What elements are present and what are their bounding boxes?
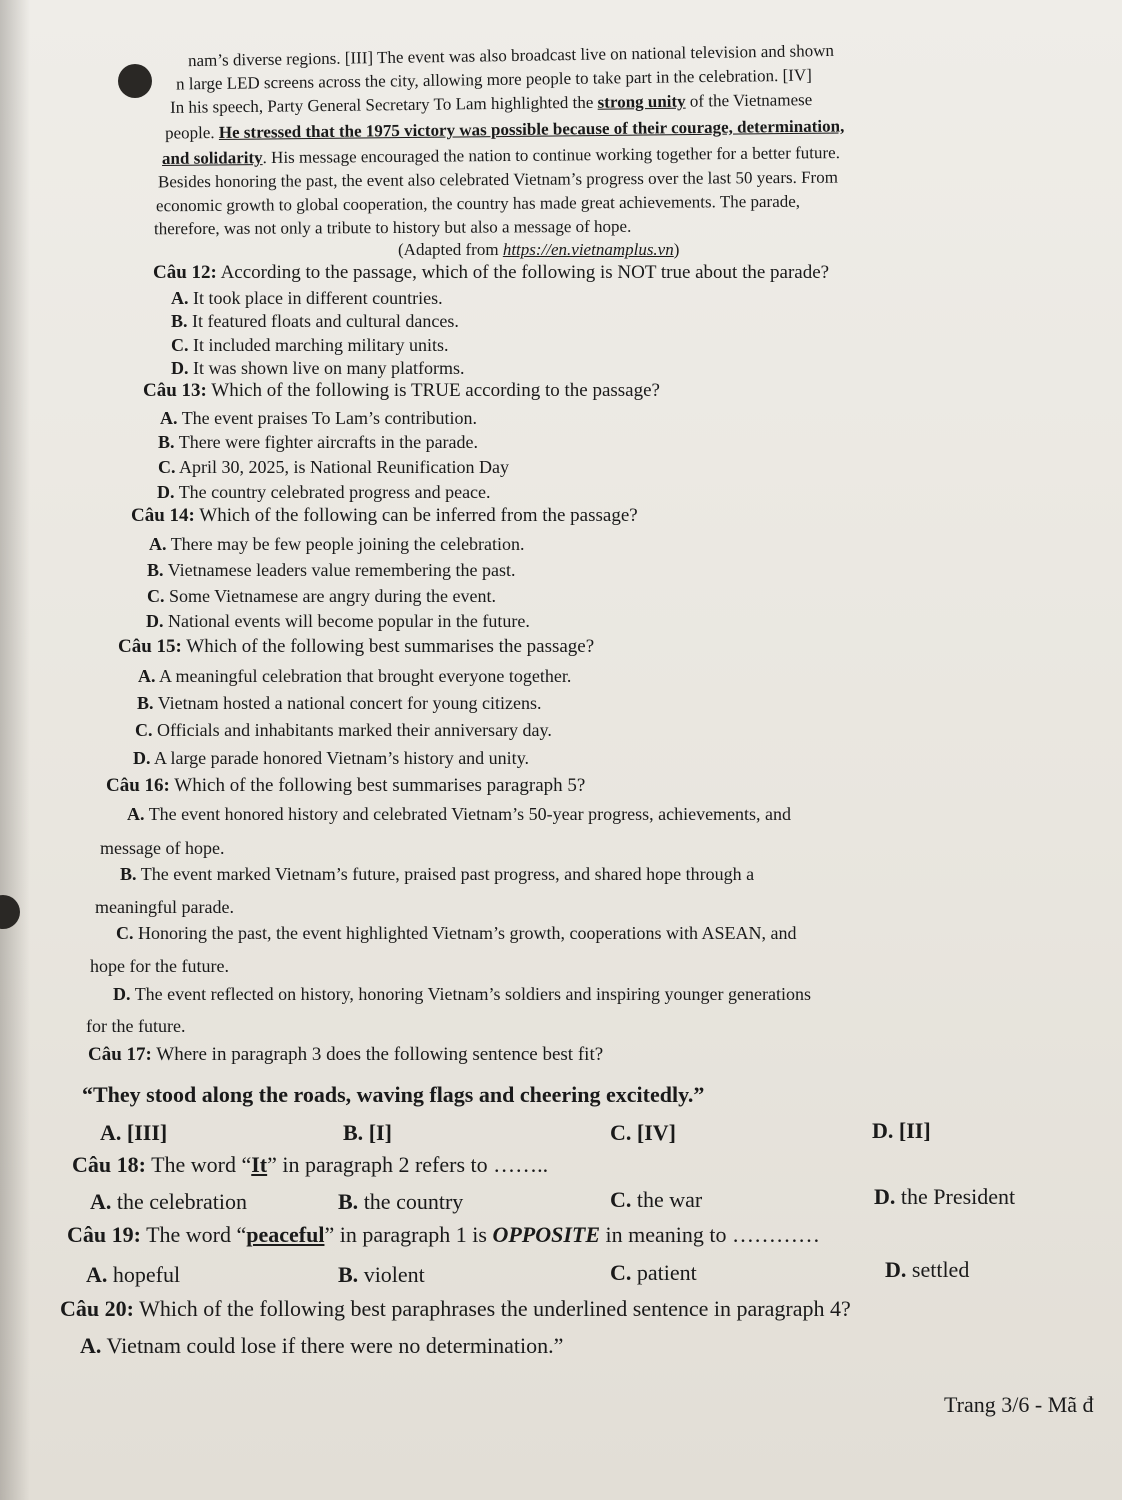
quoted-sentence: “They stood along the roads, waving flags and cheering excitedly.”	[82, 1082, 705, 1107]
question-stem: Câu 16: Which of the following best summarises paragraph 5?	[106, 775, 586, 796]
question-stem: Câu 14: Which of the following can be inferred from the passage?	[131, 505, 638, 526]
page-edge-shadow	[0, 0, 30, 1500]
answer-option[interactable]: D. It was shown live on many platforms.	[171, 358, 465, 378]
passage-source: (Adapted from https://en.vietnamplus.vn)	[398, 240, 680, 259]
answer-option[interactable]: B. violent	[338, 1262, 425, 1287]
source-link: https://en.vietnamplus.vn	[502, 240, 674, 259]
answer-option[interactable]: C. Honoring the past, the event highlighted Vietnam’s growth, cooperations with ASEAN, and	[116, 923, 797, 943]
answer-option[interactable]: C. [IV]	[610, 1120, 676, 1145]
answer-option[interactable]: B. There were fighter aircrafts in the parade.	[158, 432, 479, 452]
question-stem: Câu 15: Which of the following best summarises the passage?	[118, 636, 595, 657]
answer-option[interactable]: B. Vietnamese leaders value remembering the past.	[147, 560, 516, 580]
answer-option[interactable]: D. A large parade honored Vietnam’s history and unity.	[133, 748, 530, 768]
passage-line: economic growth to global cooperation, the country has made great achievements. The parade,	[155, 191, 801, 216]
answer-option[interactable]: A. [III]	[100, 1120, 168, 1145]
answer-option[interactable]: C. April 30, 2025, is National Reunification Day	[158, 457, 509, 477]
answer-option-continued: hope for the future.	[90, 956, 229, 976]
answer-option[interactable]: D. the President	[874, 1184, 1016, 1209]
answer-option[interactable]: B. The event marked Vietnam’s future, praised past progress, and shared hope through a	[120, 864, 755, 884]
answer-option[interactable]: D. The event reflected on history, honoring Vietnam’s soldiers and inspiring younger generations	[113, 984, 811, 1004]
answer-option[interactable]: C. It included marching military units.	[171, 335, 449, 355]
answer-option[interactable]: A. The event praises To Lam’s contribution.	[160, 408, 478, 428]
answer-option[interactable]: D. National events will become popular in the future.	[146, 611, 530, 631]
page-footer: Trang 3/6 - Mã đ	[944, 1392, 1094, 1417]
punch-hole	[118, 64, 152, 98]
answer-option[interactable]: C. Officials and inhabitants marked their anniversary day.	[135, 720, 552, 740]
question-stem: Câu 19: The word “peaceful” in paragraph 1 is OPPOSITE in meaning to …………	[67, 1222, 820, 1247]
answer-option[interactable]: C. Some Vietnamese are angry during the event.	[147, 586, 496, 606]
passage-line: In his speech, Party General Secretary To Lam highlighted the strong unity of the Vietnamese	[169, 90, 813, 117]
passage-line: and solidarity. His message encouraged the nation to continue working together for a better future.	[161, 143, 841, 168]
question-stem: Câu 20: Which of the following best paraphrases the underlined sentence in paragraph 4?	[60, 1296, 851, 1321]
question-stem: Câu 18: The word “It” in paragraph 2 refers to ……..	[72, 1152, 549, 1177]
answer-option-continued: meaningful parade.	[95, 897, 234, 917]
answer-option[interactable]: B. [I]	[343, 1120, 392, 1145]
answer-option[interactable]: B. Vietnam hosted a national concert for young citizens.	[137, 693, 542, 713]
passage-line: therefore, was not only a tribute to history but also a message of hope.	[153, 216, 632, 239]
question-stem: Câu 13: Which of the following is TRUE according to the passage?	[143, 380, 660, 401]
passage-line: Besides honoring the past, the event also celebrated Vietnam’s progress over the last 50 years. From	[157, 167, 838, 192]
answer-option[interactable]: A. The event honored history and celebrated Vietnam’s 50-year progress, achievements, and	[127, 804, 792, 824]
answer-option[interactable]: B. the country	[338, 1189, 464, 1214]
answer-option[interactable]: D. The country celebrated progress and peace.	[157, 482, 491, 502]
answer-option[interactable]: C. the war	[610, 1187, 703, 1212]
answer-option-continued: for the future.	[86, 1016, 186, 1036]
answer-option-continued: message of hope.	[100, 838, 225, 858]
answer-option[interactable]: A. A meaningful celebration that brought everyone together.	[138, 666, 572, 686]
answer-option[interactable]: D. [II]	[872, 1118, 931, 1143]
passage-line: nam’s diverse regions. [III] The event was also broadcast live on national television and shown	[187, 40, 835, 71]
answer-option[interactable]: A. It took place in different countries.	[171, 288, 443, 308]
answer-option[interactable]: A. the celebration	[90, 1189, 247, 1214]
answer-option[interactable]: B. It featured floats and cultural dances.	[171, 311, 459, 331]
answer-option[interactable]: D. settled	[885, 1257, 970, 1282]
question-stem: Câu 17: Where in paragraph 3 does the following sentence best fit?	[88, 1044, 604, 1065]
answer-option[interactable]: A. hopeful	[86, 1262, 181, 1287]
passage-line: n large LED screens across the city, allowing more people to take part in the celebration. [IV]	[175, 65, 812, 94]
answer-option[interactable]: A. Vietnam could lose if there were no determination.”	[80, 1333, 564, 1358]
passage-line: people. He stressed that the 1975 victory was possible because of their courage, determination,	[164, 116, 845, 143]
answer-option[interactable]: C. patient	[610, 1260, 697, 1285]
answer-option[interactable]: A. There may be few people joining the celebration.	[149, 534, 525, 554]
underlined-sentence: He stressed that the 1975 victory was possible because of their courage, determination,	[218, 116, 845, 142]
question-stem: Câu 12: According to the passage, which of the following is NOT true about the parade?	[153, 262, 830, 283]
